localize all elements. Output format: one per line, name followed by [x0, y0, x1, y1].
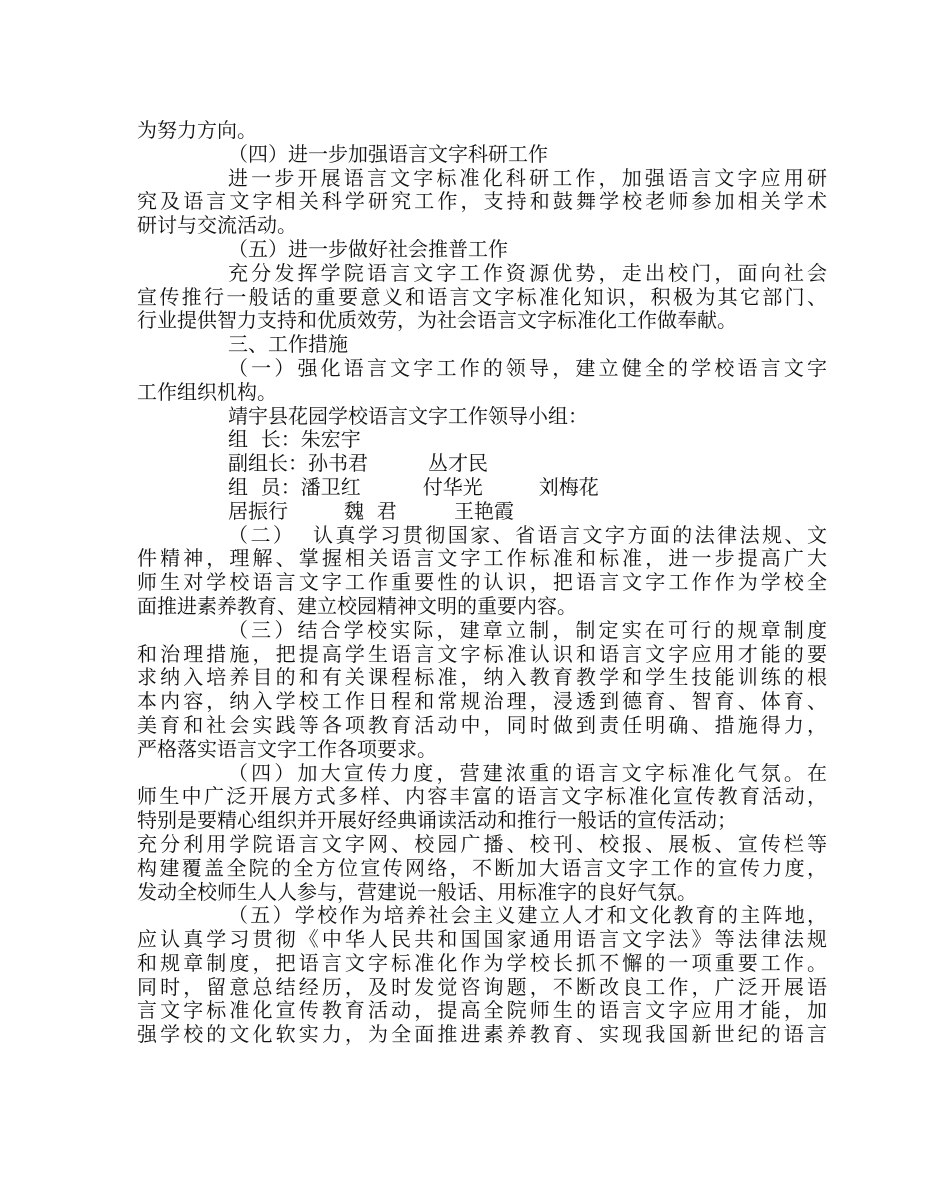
section-heading: 三、工作措施: [228, 332, 348, 357]
member-name: 王艳霞: [454, 498, 514, 523]
text-line: 同时，留意总结经历，及时发觉咨询题，不断改良工作，广泛开展语: [137, 974, 827, 999]
text-line: 和规章制度，把语言文字标准化作为学校长抓不懈的一项重要工作。: [137, 950, 827, 975]
text-line: 进一步开展语言文字标准化科研工作，加强语言文字应用研: [228, 165, 827, 190]
text-line: （二） 认真学习贯彻国家、省语言文字方面的法律法规、文: [228, 522, 827, 547]
text-line: 本内容，纳入学校工作日程和常规治理，浸透到德育、智育、体育、: [137, 689, 827, 714]
text-line: 强学校的文化软实力，为全面推进素养教育、实现我国新世纪的语言: [137, 1022, 827, 1047]
member-label: 组 员：: [228, 474, 301, 499]
leader-label: 组 长：: [228, 427, 301, 452]
member-row: [137, 476, 827, 500]
text-line: 发动全校师生人人参与，营建说一般话、用标准字的良好气氛。: [137, 879, 697, 904]
section-heading: （四）进一步加强语言文字科研工作: [228, 141, 548, 166]
text-line: 宣传推行一般话的重要意义和语言文字标准化知识，积极为其它部门、: [137, 284, 827, 309]
member-name: 付华光: [422, 474, 483, 499]
text-line: 究及语言文字相关科学研究工作，支持和鼓舞学校老师参加相关学术: [137, 189, 827, 214]
text-line: 特别是要精心组织并开展好经典诵读活动和推行一般话的宣传活动；: [137, 808, 737, 833]
deputy-name: 孙书君: [308, 451, 368, 476]
deputy-name: 丛才民: [428, 451, 488, 476]
section-heading: （五）进一步做好社会推普工作: [228, 236, 508, 261]
deputy-label: 副组长：: [228, 451, 308, 476]
member-name: 潘卫红: [300, 474, 361, 499]
text-line: （五）学校作为培养社会主义建立人才和文化教育的主阵地，: [228, 903, 827, 928]
group-title: 靖宇县花园学校语言文字工作领导小组：: [228, 403, 588, 428]
text-line: 应认真学习贯彻《中华人民共和国国家通用语言文字法》等法律法规: [137, 927, 827, 952]
text-line: 美育和社会实践等各项教育活动中，同时做到责任明确、措施得力，: [137, 712, 827, 737]
text-line: 构建覆盖全院的全方位宣传网络，不断加大语言文字工作的宣传力度，: [137, 855, 827, 880]
text-line: 工作组织机构。: [137, 379, 277, 404]
text-line: 严格落实语言文字工作各项要求。: [137, 736, 437, 761]
text-line: 言文字标准化宣传教育活动，提高全院师生的语言文字应用才能，加: [137, 998, 827, 1023]
text-line: 充分利用学院语言文字网、校园广播、校刊、校报、展板、宣传栏等: [137, 831, 827, 856]
text-line: 师生对学校语言文字工作重要性的认识，把语言文字工作作为学校全: [137, 570, 827, 595]
text-line: 行业提供智力支持和优质效劳，为社会语言文字标准化工作做奉献。: [137, 308, 737, 333]
member-row: [137, 500, 827, 524]
leader-row: [137, 428, 827, 452]
text-line: （一）强化语言文字工作的领导，建立健全的学校语言文字: [228, 355, 827, 380]
text-line: 和治理措施，把提高学生语言文字标准认识和语言文字应用才能的要: [137, 641, 827, 666]
text-line: 师生中广泛开展方式多样、内容丰富的语言文字标准化宣传教育活动，: [137, 784, 827, 809]
member-name: 魏 君: [344, 498, 397, 523]
text-line: （三）结合学校实际，建章立制，制定实在可行的规章制度: [228, 617, 827, 642]
text-line: 面推进素养教育、建立校园精神文明的重要内容。: [137, 593, 577, 618]
member-name: 刘梅花: [538, 474, 599, 499]
leader-name: 朱宏宇: [300, 427, 361, 452]
text-line: （四）加大宣传力度，营建浓重的语言文字标准化气氛。在: [228, 760, 827, 785]
text-line: 为努力方向。: [137, 118, 257, 142]
text-line: 充分发挥学院语言文字工作资源优势，走出校门，面向社会: [228, 260, 827, 285]
text-line: 研讨与交流活动。: [137, 213, 297, 238]
deputy-row: [137, 452, 827, 476]
member-name: 居振行: [228, 498, 288, 523]
document-body: [137, 119, 827, 1047]
text-line: 求纳入培养目的和有关课程标准，纳入教育教学和学生技能训练的根: [137, 665, 827, 690]
text-line: 件精神，理解、掌握相关语言文字工作标准和标准，进一步提高广大: [137, 546, 827, 571]
